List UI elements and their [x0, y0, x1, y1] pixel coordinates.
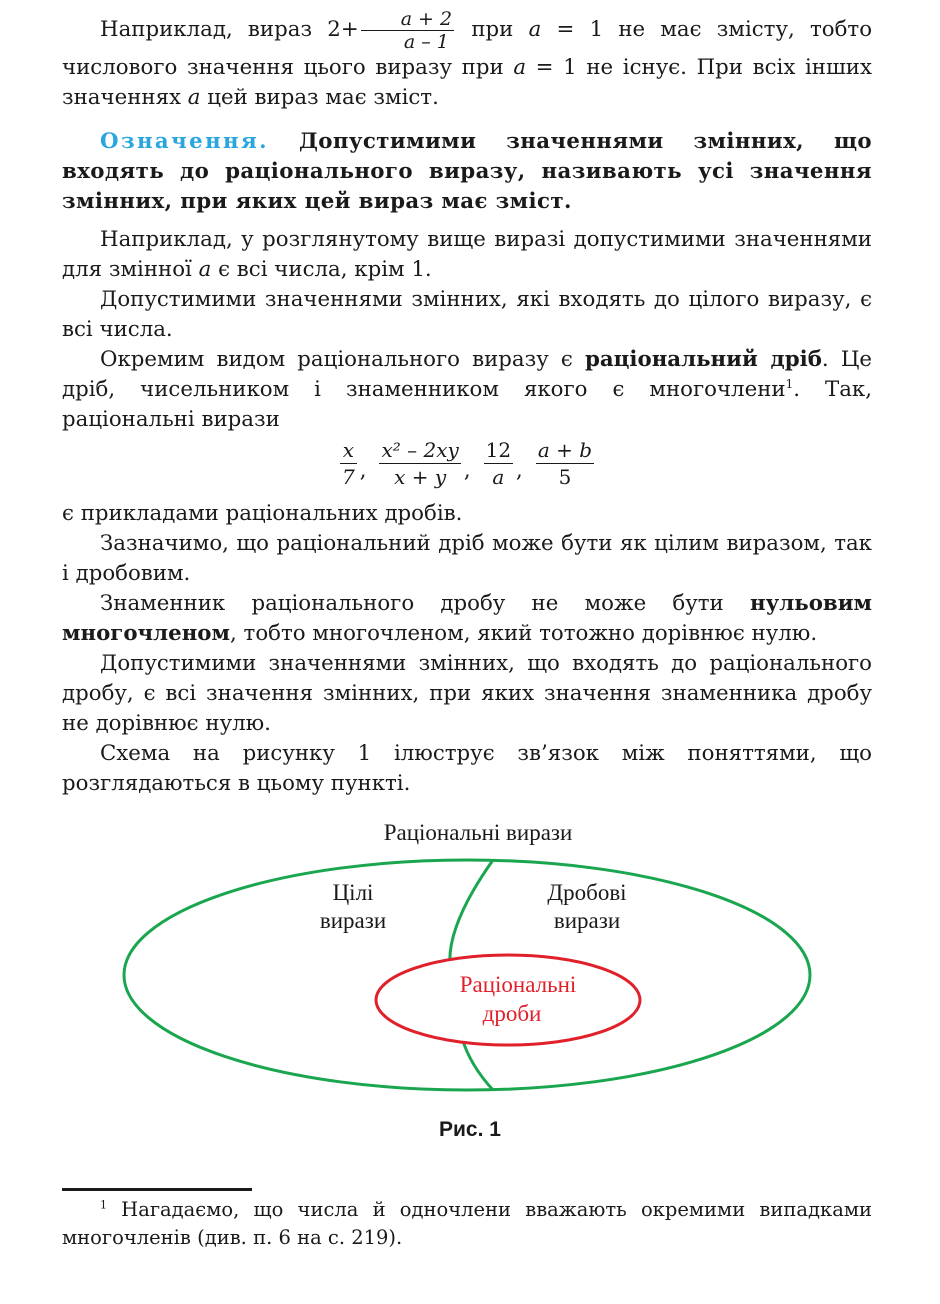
paragraph-examples-conclusion: є прикладами раціональних дробів.	[62, 501, 463, 526]
text: цей вираз має зміст.	[200, 85, 439, 110]
text: . Це дріб, чисельником і знаменником якого є многочлени	[62, 347, 873, 402]
paragraph-admissible-example	[62, 225, 872, 285]
term-rational-fraction: раціональний дріб	[584, 347, 822, 372]
paragraph-integer-expression: Допустимими значеннями змінних, які входять до цілого виразу, є всі числа.	[62, 287, 872, 342]
example-fraction	[484, 437, 513, 490]
paragraph-zero-polynomial	[62, 589, 872, 649]
inner-ellipse	[376, 955, 640, 1045]
fraction-numerator: a + 2	[361, 8, 454, 31]
label-fractional-2: вирази	[553, 908, 621, 933]
footnote	[62, 1196, 872, 1252]
text: Наприклад, у розглянутому вище виразі допустимими значеннями для змінної	[62, 227, 872, 282]
example-fractions: $\frac{x}{7}$ , $\frac{\text{x² – 2xy}}{x + y}$ , $\frac{12}{a}$ , $\frac{a + b}{5}$	[341, 438, 593, 489]
variable: a	[528, 17, 542, 42]
fraction-denominator: x + y	[394, 465, 447, 489]
variable: a	[513, 55, 527, 80]
fraction-numerator: x² – 2xy	[381, 438, 459, 462]
label-rational-fractions-1: Раціональні	[459, 972, 577, 997]
variable: a	[198, 257, 212, 282]
paragraph-example-expression	[62, 8, 872, 113]
figure-venn-diagram	[0, 810, 940, 1150]
text: при	[456, 17, 529, 42]
fraction-numerator: x	[340, 437, 357, 464]
divider-curve-top	[450, 860, 493, 965]
text: Наприклад, вираз 2+	[100, 17, 359, 42]
text: . Так, раціональні вирази	[62, 377, 872, 432]
paragraph-integer-or-fractional: Зазначимо, що раціональний дріб може бути як цілим виразом, так і дробовим.	[62, 531, 872, 586]
footnote-ref[interactable]: 1	[785, 376, 794, 391]
footnote-rule	[62, 1188, 252, 1191]
paragraph-rational-fraction	[62, 345, 872, 435]
fraction-denominator: a	[492, 465, 505, 489]
example-fraction	[536, 437, 594, 490]
fraction-denominator: 7	[341, 465, 355, 489]
text: = 1 не існує. При всіх інших значеннях	[62, 55, 873, 110]
example-fraction	[379, 437, 460, 490]
variable: a	[187, 85, 201, 110]
fraction-a-plus-2-over-a-minus-1	[361, 8, 454, 53]
text: Знаменник раціонального дробу не може бути	[100, 591, 750, 616]
fraction-numerator: a + b	[537, 438, 593, 462]
fraction-denominator: a – 1	[403, 31, 449, 53]
definition-text: Допустимими значеннями змінних, що входять до раціонального виразу, називають усі значення змінних, при яких цей вираз має зміст.	[62, 129, 872, 214]
footnote-text: Нагадаємо, що числа й одночлени вважають окремими випадками многочленів (див. п. 6 на с. 219).	[62, 1198, 872, 1249]
label-integer-2: вирази	[319, 908, 387, 933]
fraction-denominator: 5	[558, 465, 572, 489]
figure-title: Раціональні вирази	[383, 820, 573, 845]
label-integer-1: Цілі	[332, 880, 374, 905]
text: Окремим видом раціонального виразу є	[100, 347, 585, 372]
paragraph-figure-reference: Схема на рисунку 1 ілюструє зв’язок між поняттями, що розглядаються в цьому пункті.	[62, 741, 872, 796]
text: , тобто многочленом, який тотожно дорівнює нулю.	[230, 621, 818, 646]
paragraph-admissible-fraction: Допустимими значеннями змінних, що входять до раціонального дробу, є всі значення змінних, при яких значення знаменника дробу не дорівнює нулю.	[62, 651, 872, 736]
term-zero-polynomial: нульовим многочленом	[62, 591, 872, 646]
label-rational-fractions-2: дроби	[482, 1001, 542, 1026]
figure-caption: Рис. 1	[439, 1118, 501, 1141]
text: є всі числа, крім 1.	[211, 257, 432, 282]
definition-block	[62, 127, 872, 217]
fraction-numerator: 12	[485, 438, 512, 462]
label-fractional-1: Дробові	[547, 880, 627, 905]
example-fraction	[340, 437, 357, 490]
definition-heading: Означення.	[100, 129, 269, 154]
footnote-marker: 1	[100, 1198, 107, 1212]
text: = 1 не має змісту, тобто числового значення цього виразу при	[62, 17, 873, 80]
page-body	[62, 8, 872, 799]
